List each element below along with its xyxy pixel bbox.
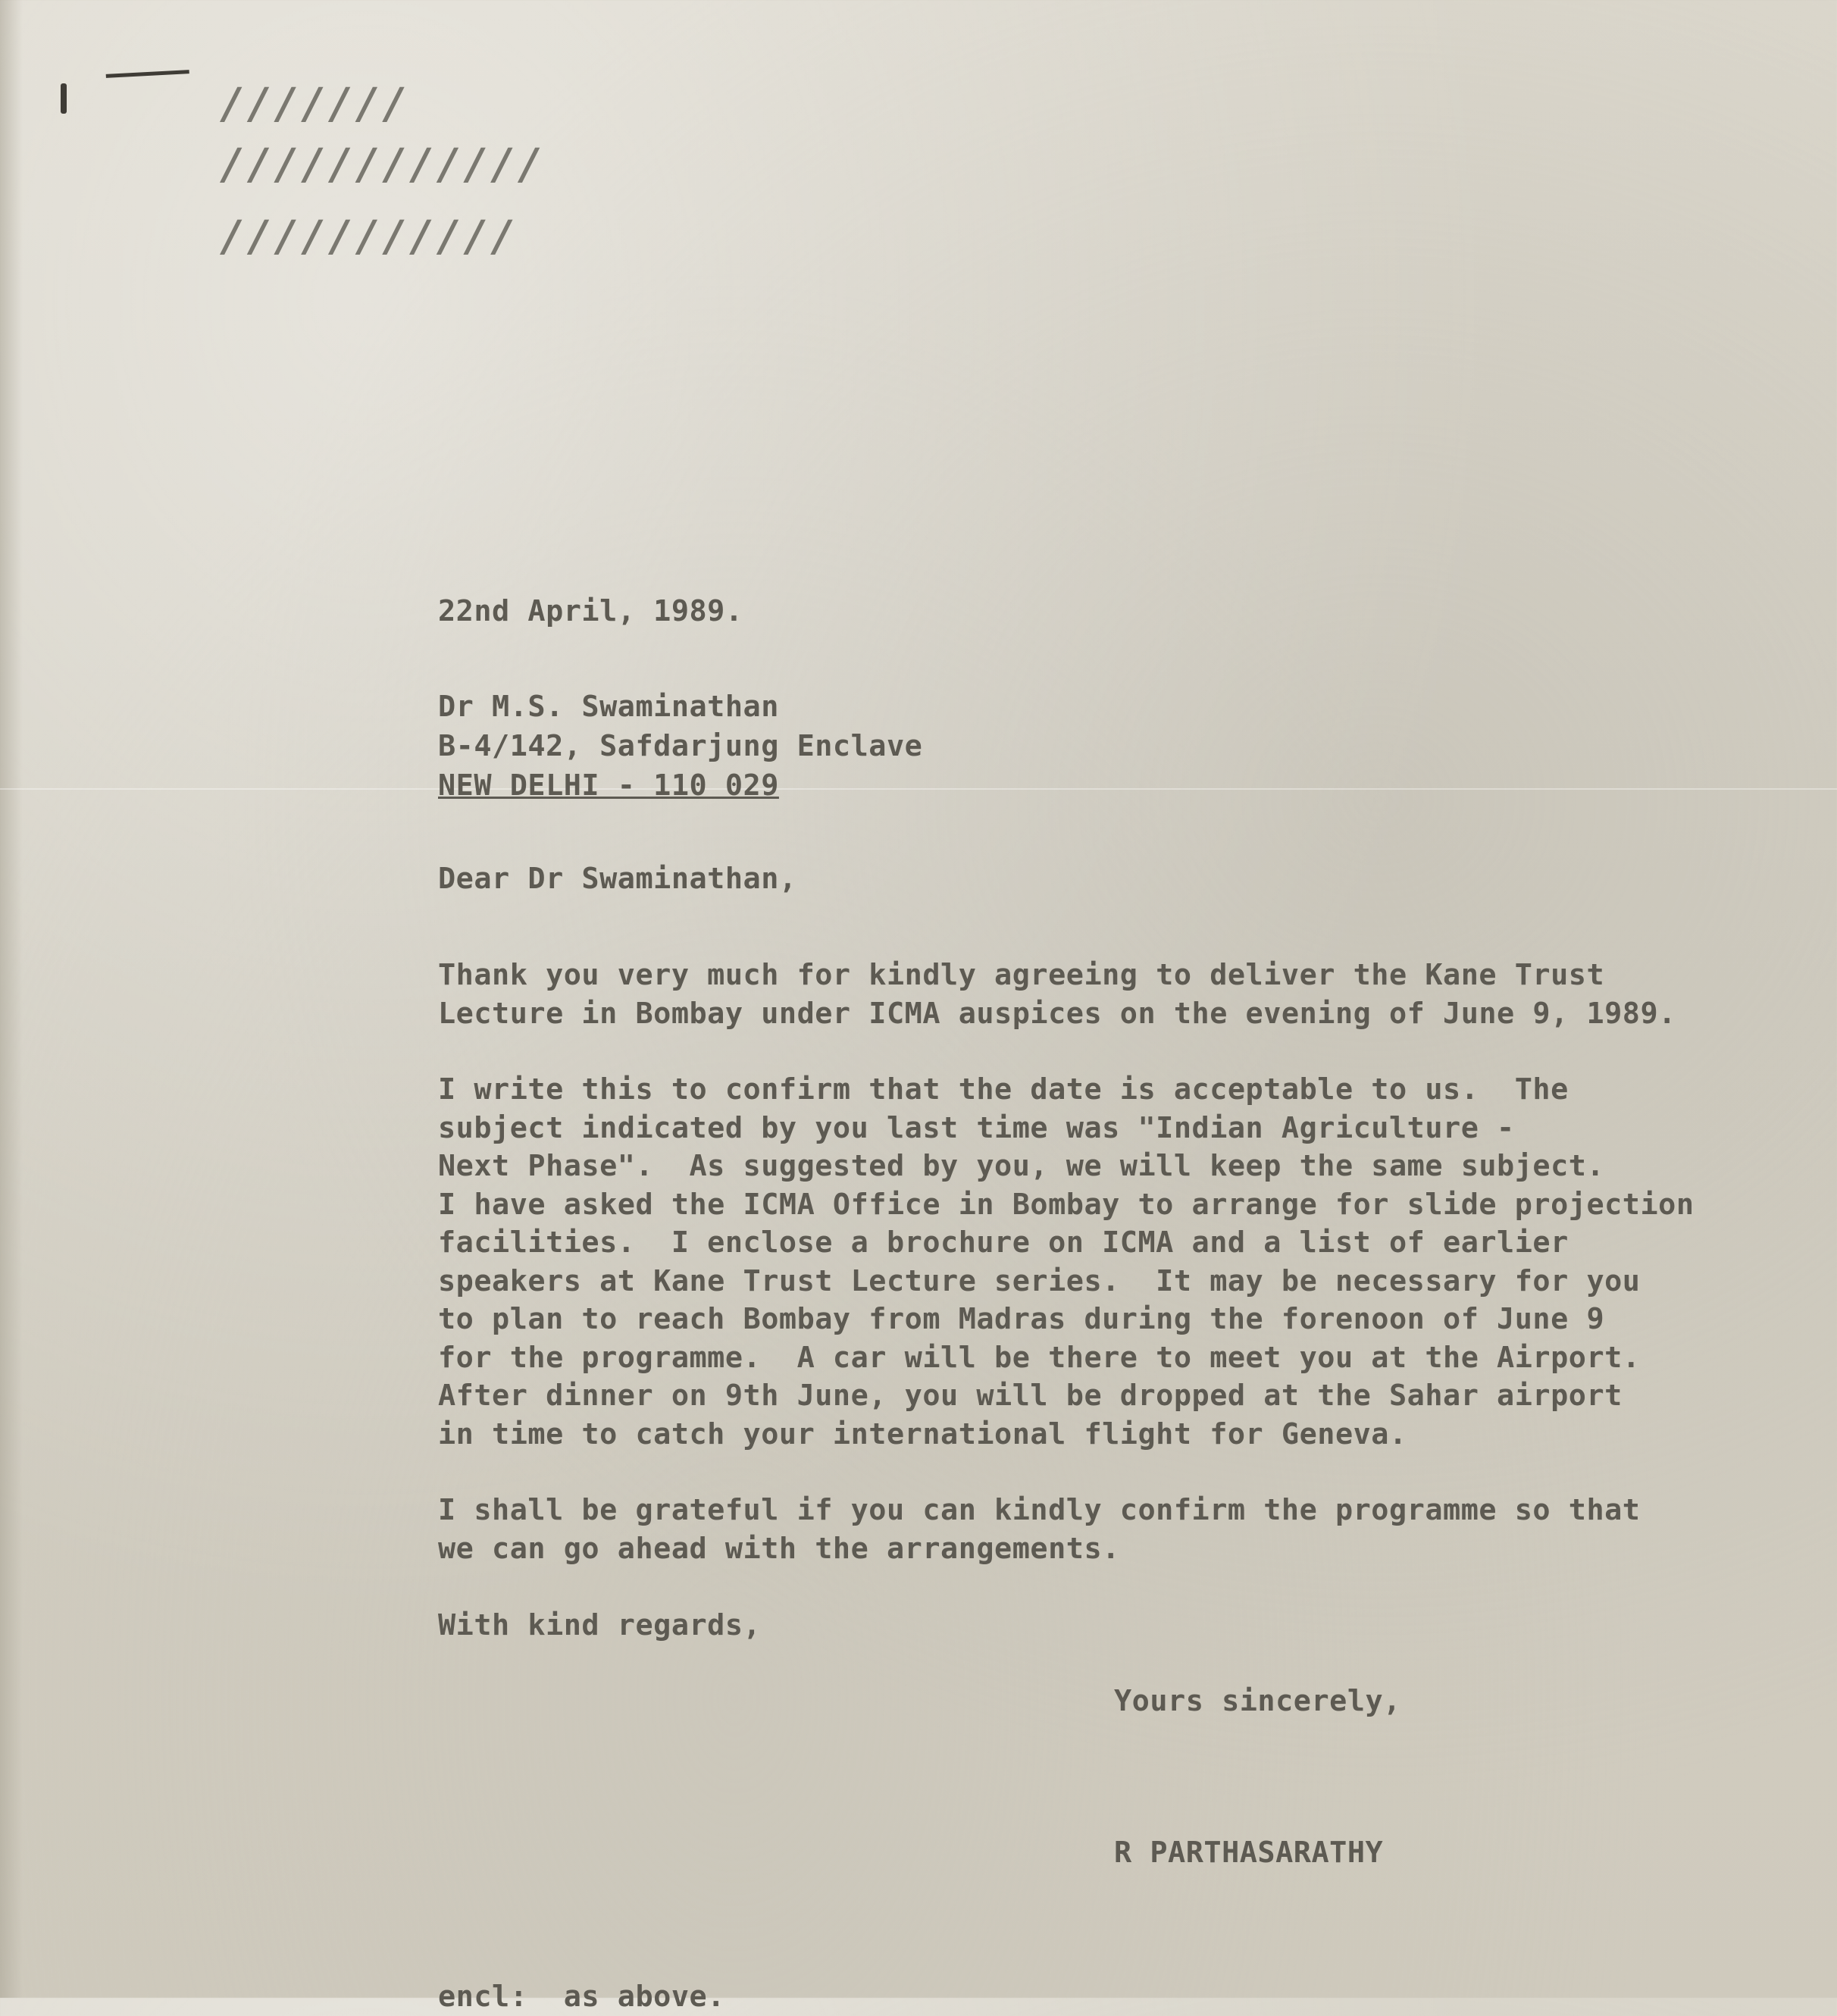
paragraph-2 [438, 1071, 1695, 1454]
paragraph-2-line: for the programme. A car will be there to meet you at the Airport. [438, 1340, 1641, 1375]
paragraph-2-line: I have asked the ICMA Office in Bombay to arrange for slide projection [438, 1187, 1695, 1222]
paragraph-2-line: After dinner on 9th June, you will be dropped at the Sahar airport [438, 1379, 1623, 1413]
paragraph-3-line: we can go ahead with the arrangements. [438, 1531, 1120, 1566]
paragraph-2-line: facilities. I enclose a brochure on ICMA and a list of earlier [438, 1226, 1569, 1260]
paragraph-1-line: Thank you very much for kindly agreeing to deliver the Kane Trust [438, 958, 1605, 992]
regards: With kind regards, [438, 1608, 762, 1642]
enclosure-note: encl: as above. [438, 1980, 725, 2014]
paragraph-2-line: subject indicated by you last time was "Indian Agriculture - [438, 1110, 1515, 1145]
recipient-city: NEW DELHI - 110 029 [438, 769, 779, 803]
paragraph-2-line: Next Phase". As suggested by you, we will keep the same subject. [438, 1149, 1605, 1183]
fold-line [0, 788, 1837, 790]
paragraph-1-line: Lecture in Bombay under ICMA auspices on the evening of June 9, 1989. [438, 996, 1676, 1031]
redacted-header-line-3: /////////// [220, 212, 518, 261]
recipient-address: B-4/142, Safdarjung Enclave [438, 729, 923, 763]
paragraph-3 [438, 1492, 1641, 1568]
salutation: Dear Dr Swaminathan, [438, 862, 797, 896]
paragraph-2-line: in time to catch your international flight for Geneva. [438, 1417, 1407, 1451]
letter-date: 22nd April, 1989. [438, 594, 743, 628]
redacted-header-line-2: //////////// [220, 140, 545, 189]
recipient-name: Dr M.S. Swaminathan [438, 690, 779, 724]
paragraph-2-line: I write this to confirm that the date is acceptable to us. The [438, 1072, 1569, 1107]
paragraph-3-line: I shall be grateful if you can kindly confirm the programme so that [438, 1493, 1641, 1527]
paragraph-2-line: speakers at Kane Trust Lecture series. It may be necessary for you [438, 1263, 1641, 1298]
closing: Yours sincerely, [1114, 1684, 1401, 1718]
ink-dot [61, 83, 67, 114]
ink-mark [106, 70, 190, 86]
paper-edge [0, 0, 23, 1998]
redacted-header-line-1: /////// [220, 80, 410, 129]
paragraph-1 [438, 956, 1676, 1033]
signatory-name: R PARTHASARATHY [1114, 1836, 1384, 1870]
paragraph-2-line: to plan to reach Bombay from Madras during the forenoon of June 9 [438, 1302, 1605, 1336]
